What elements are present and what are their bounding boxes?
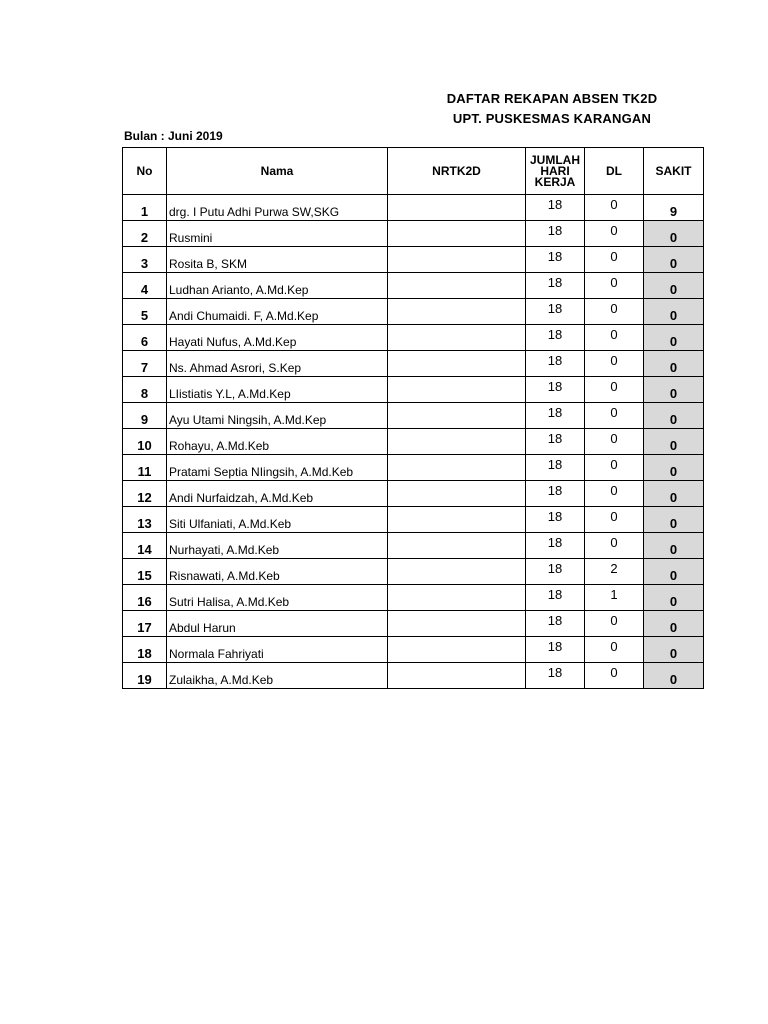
header-jumlah-line2: HARI: [540, 163, 570, 178]
cell-jumlah-hari-kerja: 18: [526, 507, 585, 533]
cell-jumlah-hari-kerja: 18: [526, 429, 585, 455]
cell-dl: 1: [585, 585, 644, 611]
cell-dl: 0: [585, 455, 644, 481]
cell-nrtk2d: [388, 559, 526, 585]
cell-no: 1: [123, 195, 167, 221]
cell-sakit: 0: [644, 247, 704, 273]
header-no: No: [123, 148, 167, 195]
cell-jumlah-hari-kerja: 18: [526, 325, 585, 351]
cell-no: 8: [123, 377, 167, 403]
cell-jumlah-hari-kerja: 18: [526, 455, 585, 481]
cell-sakit: 0: [644, 611, 704, 637]
cell-dl: 0: [585, 221, 644, 247]
cell-dl: 0: [585, 637, 644, 663]
cell-no: 13: [123, 507, 167, 533]
cell-no: 7: [123, 351, 167, 377]
cell-dl: 2: [585, 559, 644, 585]
table-row: [123, 585, 704, 611]
cell-jumlah-hari-kerja: 18: [526, 663, 585, 689]
table-row: [123, 637, 704, 663]
table-row: [123, 273, 704, 299]
cell-dl: 0: [585, 377, 644, 403]
cell-sakit: 0: [644, 559, 704, 585]
cell-sakit: 0: [644, 637, 704, 663]
header-nrtk2d: NRTK2D: [388, 148, 526, 195]
table-row: [123, 195, 704, 221]
cell-nama: Pratami Septia NIingsih, A.Md.Keb: [167, 455, 388, 481]
month-label: Bulan : Juni 2019: [124, 129, 223, 143]
cell-dl: 0: [585, 403, 644, 429]
cell-jumlah-hari-kerja: 18: [526, 299, 585, 325]
cell-nama: Sutri Halisa, A.Md.Keb: [167, 585, 388, 611]
cell-nama: Andi Chumaidi. F, A.Md.Kep: [167, 299, 388, 325]
cell-nrtk2d: [388, 507, 526, 533]
cell-nrtk2d: [388, 429, 526, 455]
table-row: [123, 559, 704, 585]
cell-dl: 0: [585, 273, 644, 299]
cell-sakit: 0: [644, 507, 704, 533]
table-row: [123, 403, 704, 429]
cell-sakit: 0: [644, 585, 704, 611]
cell-jumlah-hari-kerja: 18: [526, 273, 585, 299]
cell-nrtk2d: [388, 247, 526, 273]
cell-nrtk2d: [388, 611, 526, 637]
cell-dl: 0: [585, 299, 644, 325]
cell-nama: Abdul Harun: [167, 611, 388, 637]
table-header-row: [123, 148, 704, 195]
cell-nama: Rusmini: [167, 221, 388, 247]
table-row: [123, 325, 704, 351]
cell-nrtk2d: [388, 221, 526, 247]
cell-nrtk2d: [388, 377, 526, 403]
cell-dl: 0: [585, 507, 644, 533]
cell-jumlah-hari-kerja: 18: [526, 533, 585, 559]
cell-dl: 0: [585, 351, 644, 377]
cell-sakit: 0: [644, 325, 704, 351]
cell-jumlah-hari-kerja: 18: [526, 481, 585, 507]
cell-sakit: 0: [644, 403, 704, 429]
cell-nama: drg. I Putu Adhi Purwa SW,SKG: [167, 195, 388, 221]
header-sakit: SAKIT: [644, 148, 704, 195]
cell-sakit: 9: [644, 195, 704, 221]
cell-nrtk2d: [388, 663, 526, 689]
cell-no: 3: [123, 247, 167, 273]
cell-no: 15: [123, 559, 167, 585]
cell-nrtk2d: [388, 299, 526, 325]
cell-sakit: 0: [644, 481, 704, 507]
cell-no: 9: [123, 403, 167, 429]
cell-dl: 0: [585, 481, 644, 507]
cell-nrtk2d: [388, 481, 526, 507]
document-title: DAFTAR REKAPAN ABSEN TK2D: [446, 91, 658, 106]
table-row: [123, 533, 704, 559]
cell-nrtk2d: [388, 195, 526, 221]
header-nama: Nama: [167, 148, 388, 195]
cell-no: 12: [123, 481, 167, 507]
cell-no: 14: [123, 533, 167, 559]
cell-no: 2: [123, 221, 167, 247]
attendance-table: [122, 147, 704, 689]
table-row: [123, 611, 704, 637]
document-subtitle: UPT. PUSKESMAS KARANGAN: [452, 111, 652, 126]
cell-jumlah-hari-kerja: 18: [526, 585, 585, 611]
table-row: [123, 663, 704, 689]
table-row: [123, 351, 704, 377]
cell-jumlah-hari-kerja: 18: [526, 247, 585, 273]
table-row: [123, 247, 704, 273]
cell-no: 19: [123, 663, 167, 689]
cell-sakit: 0: [644, 273, 704, 299]
cell-no: 17: [123, 611, 167, 637]
cell-nama: LIistiatis Y.L, A.Md.Kep: [167, 377, 388, 403]
cell-nama: Rosita B, SKM: [167, 247, 388, 273]
cell-nama: Ayu Utami Ningsih, A.Md.Kep: [167, 403, 388, 429]
cell-sakit: 0: [644, 221, 704, 247]
table-row: [123, 377, 704, 403]
cell-sakit: 0: [644, 351, 704, 377]
cell-nrtk2d: [388, 455, 526, 481]
cell-nrtk2d: [388, 637, 526, 663]
cell-nrtk2d: [388, 403, 526, 429]
table-row: [123, 507, 704, 533]
header-jumlah-line3: KERJA: [534, 174, 576, 189]
cell-nrtk2d: [388, 533, 526, 559]
header-jumlah-hari-kerja: [526, 148, 585, 195]
cell-jumlah-hari-kerja: 18: [526, 221, 585, 247]
table-row: [123, 429, 704, 455]
table-row: [123, 221, 704, 247]
cell-no: 4: [123, 273, 167, 299]
header-dl: DL: [585, 148, 644, 195]
header-jumlah-line1: JUMLAH: [530, 152, 580, 167]
cell-jumlah-hari-kerja: 18: [526, 351, 585, 377]
cell-sakit: 0: [644, 299, 704, 325]
cell-sakit: 0: [644, 533, 704, 559]
cell-no: 11: [123, 455, 167, 481]
cell-no: 5: [123, 299, 167, 325]
cell-sakit: 0: [644, 455, 704, 481]
cell-dl: 0: [585, 533, 644, 559]
cell-nama: Ns. Ahmad Asrori, S.Kep: [167, 351, 388, 377]
cell-nama: Hayati Nufus, A.Md.Kep: [167, 325, 388, 351]
table-row: [123, 481, 704, 507]
cell-no: 16: [123, 585, 167, 611]
cell-dl: 0: [585, 663, 644, 689]
cell-jumlah-hari-kerja: 18: [526, 377, 585, 403]
cell-nrtk2d: [388, 585, 526, 611]
cell-jumlah-hari-kerja: 18: [526, 403, 585, 429]
cell-nama: Andi Nurfaidzah, A.Md.Keb: [167, 481, 388, 507]
cell-nama: Risnawati, A.Md.Keb: [167, 559, 388, 585]
table-row: [123, 299, 704, 325]
cell-jumlah-hari-kerja: 18: [526, 611, 585, 637]
cell-nama: Zulaikha, A.Md.Keb: [167, 663, 388, 689]
cell-nama: Ludhan Arianto, A.Md.Kep: [167, 273, 388, 299]
cell-jumlah-hari-kerja: 18: [526, 637, 585, 663]
cell-sakit: 0: [644, 377, 704, 403]
cell-nrtk2d: [388, 351, 526, 377]
cell-nama: Siti Ulfaniati, A.Md.Keb: [167, 507, 388, 533]
cell-nama: Normala Fahriyati: [167, 637, 388, 663]
cell-nama: Rohayu, A.Md.Keb: [167, 429, 388, 455]
table-row: [123, 455, 704, 481]
cell-dl: 0: [585, 611, 644, 637]
cell-sakit: 0: [644, 663, 704, 689]
cell-sakit: 0: [644, 429, 704, 455]
cell-dl: 0: [585, 429, 644, 455]
cell-dl: 0: [585, 325, 644, 351]
cell-no: 18: [123, 637, 167, 663]
cell-jumlah-hari-kerja: 18: [526, 195, 585, 221]
cell-no: 10: [123, 429, 167, 455]
cell-no: 6: [123, 325, 167, 351]
cell-nrtk2d: [388, 273, 526, 299]
cell-nama: Nurhayati, A.Md.Keb: [167, 533, 388, 559]
cell-nrtk2d: [388, 325, 526, 351]
cell-dl: 0: [585, 195, 644, 221]
cell-dl: 0: [585, 247, 644, 273]
cell-jumlah-hari-kerja: 18: [526, 559, 585, 585]
